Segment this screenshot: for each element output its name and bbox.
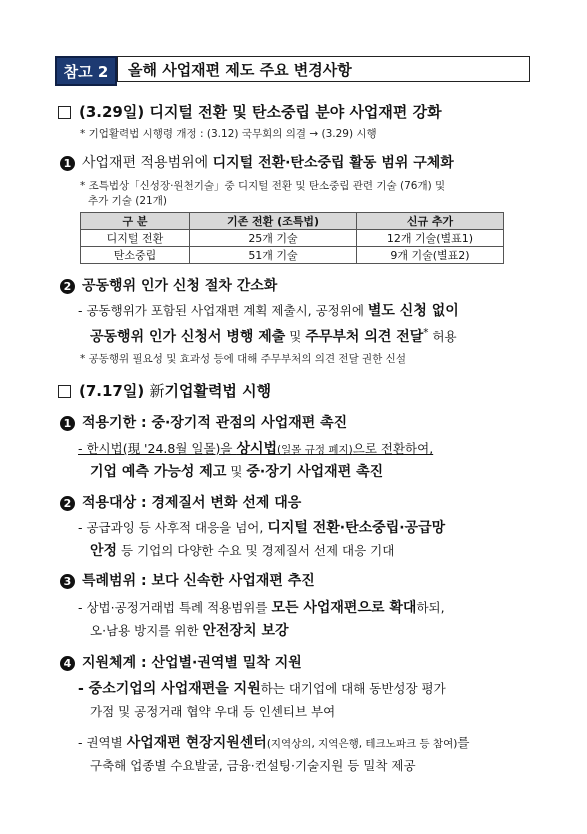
table-cell: 디지털 전환	[81, 230, 190, 247]
s1-item2-title: 공동행위 인가 신청 절차 간소화	[82, 278, 278, 294]
s2-item3	[60, 570, 315, 590]
section1-title: 디지털 전환 및 탄소중립 분야 사업재편 강화	[149, 103, 442, 121]
table-row	[81, 230, 504, 247]
tech-table	[80, 212, 504, 264]
section2-date: (7.17일)	[79, 382, 145, 400]
number-circle-icon: 1	[60, 156, 75, 171]
text-bold: 기업 예측 가능성 제고	[90, 464, 227, 480]
text: 를	[457, 735, 470, 750]
table-header: 기존 전환 (조특법)	[190, 213, 357, 230]
section1-heading	[58, 101, 442, 122]
text-bold: - 중소기업의 사업재편을 지원	[78, 681, 261, 697]
text: 으로 전환하여,	[352, 441, 434, 456]
table-row	[81, 247, 504, 264]
footnote-mark: *	[423, 327, 429, 339]
s2-item2-title: 적용대상 : 경제질서 변화 선제 대응	[82, 495, 302, 511]
text: 오·남용 방지를 위한	[90, 623, 203, 638]
text-bold: 주무부처 의견 전달	[305, 329, 424, 346]
number-circle-icon: 3	[60, 574, 75, 589]
s2-item1	[60, 412, 347, 432]
text-small: (일몰 규정 폐지)	[277, 444, 353, 456]
s2-item2-line1	[78, 516, 445, 540]
s1-item2-line1	[78, 299, 459, 323]
text-bold: 상시법	[236, 441, 278, 457]
s1-item1-bold: 디지털 전환·탄소중립 활동 범위 구체화	[212, 155, 454, 171]
text: 등 기업의 다양한 수요 및 경제질서 선제 대응 기대	[117, 543, 395, 558]
number-circle-icon: 2	[60, 279, 75, 294]
section1-date: (3.29일)	[79, 103, 145, 121]
s1-item1	[60, 152, 454, 172]
text: - 권역별	[78, 735, 127, 750]
square-bullet-icon	[58, 106, 71, 119]
s1-item1-pre: 사업재편 적용범위에	[82, 155, 213, 171]
text-bold: 사업재편 현장지원센터	[126, 735, 267, 751]
section2-title: 기업활력법 시행	[164, 382, 272, 400]
s2-item3-line2	[90, 619, 289, 643]
s1-item1-note2: 추가 기술 (21개)	[88, 195, 167, 207]
s2-item2-line2	[90, 539, 394, 563]
text-bold: 안전장치 보강	[202, 623, 289, 639]
text: - 상법·공정거래법 특례 적용범위를	[78, 600, 272, 615]
text: - 한시법(現 '24.8월 일몰)을	[78, 441, 237, 456]
section2-heading	[58, 380, 271, 401]
text-small: (지역상의, 지역은행, 테크노파크 등 참여)	[266, 738, 458, 750]
table-cell: 9개 기술(별표2)	[357, 247, 504, 264]
table-header: 신규 추가	[357, 213, 504, 230]
table-cell: 51개 기술	[190, 247, 357, 264]
section1-note: * 기업활력법 시행령 개정 : (3.12) 국무회의 의결 → (3.29) 시행	[80, 128, 377, 140]
table-header-row	[81, 213, 504, 230]
table-cell: 12개 기술(별표1)	[357, 230, 504, 247]
reference-label: 참고 2	[55, 56, 117, 86]
text: 및	[285, 329, 306, 345]
text: 허용	[428, 329, 457, 345]
text-bold: 안정	[90, 543, 118, 559]
s2-item1-line1	[78, 437, 433, 462]
s2-item4-b1-line2: 가점 및 공정거래 협약 우대 등 인센티브 부여	[90, 704, 336, 719]
text: 및	[226, 464, 247, 479]
text: 하는 대기업에 대해 동반성장 평가	[260, 681, 446, 696]
text: - 공급과잉 등 사후적 대응을 넘어,	[78, 520, 268, 535]
text-bold: 중·장기 사업재편 촉진	[246, 464, 384, 480]
s2-item2	[60, 492, 301, 512]
table-cell: 25개 기술	[190, 230, 357, 247]
table-header: 구 분	[81, 213, 190, 230]
text-bold: 공동행위 인가 신청서 병행 제출	[90, 329, 286, 346]
s1-item2	[60, 275, 277, 295]
page-title: 올해 사업재편 제도 주요 변경사항	[117, 56, 530, 82]
s2-item4-b2-line1	[78, 731, 469, 756]
section2-title-pre: 新	[149, 382, 165, 400]
s2-item4-title: 지원체계 : 산업별·권역별 밀착 지원	[82, 655, 302, 671]
text-bold: 별도 신청 없이	[367, 303, 459, 319]
number-circle-icon: 1	[60, 416, 75, 431]
square-bullet-icon	[58, 385, 71, 398]
s2-item4	[60, 652, 302, 672]
text-bold: 디지털 전환·탄소중립·공급망	[267, 520, 446, 536]
s2-item4-b2-line2: 구축해 업종별 수요발굴, 금융·컨설팅·기술지원 등 밀착 제공	[90, 758, 416, 773]
text-bold: 모든 사업재편으로 확대	[271, 600, 417, 616]
text: 하되,	[416, 600, 445, 615]
s2-item3-title: 특례범위 : 보다 신속한 사업재편 추진	[82, 573, 315, 589]
s1-item2-note: * 공동행위 필요성 및 효과성 등에 대해 주무부처의 의견 전달 권한 신설	[80, 353, 406, 365]
s2-item1-line2	[90, 460, 383, 484]
number-circle-icon: 4	[60, 656, 75, 671]
s2-item1-title: 적용기한 : 중·장기적 관점의 사업재편 촉진	[82, 415, 348, 431]
s1-item1-note1: * 조특법상「신성장·원천기술」중 디지털 전환 및 탄소중립 관련 기술 (76개) 및	[80, 180, 446, 192]
table-cell: 탄소중립	[81, 247, 190, 264]
s2-item4-b1-line1	[78, 677, 446, 701]
s1-item2-line2	[90, 322, 457, 349]
s2-item3-line1	[78, 596, 445, 620]
text: - 공동행위가 포함된 사업재편 계획 제출시, 공정위에	[78, 303, 368, 318]
number-circle-icon: 2	[60, 496, 75, 511]
